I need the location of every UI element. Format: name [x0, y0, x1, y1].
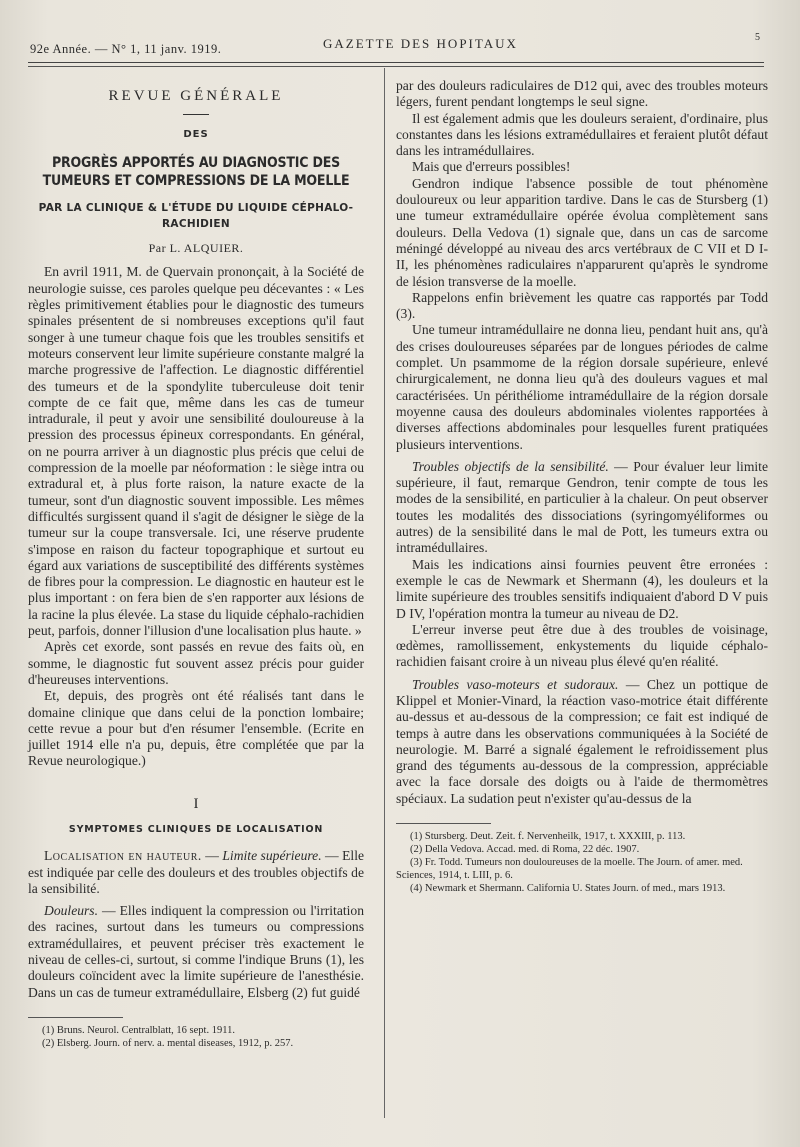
paragraph: En avril 1911, M. de Quervain prononçait, à la Société de neurologie suisse, ces paroles quelque peu décevantes : « Les règles primitivement établies pour le diagnostic des tumeurs spinales présentent de si nombreuses exceptions qu'il faut songer à une tumeur chaque fois que les troubles sensitifs et moteurs conservent leur limite supérieure constante malgré la marche progressive de l'affection. Le diagnostic différentiel des tumeurs et de la spondylite tuberculeuse doit tenir compte de ce fait que, même dans les cas de tumeur intradurale, il peut y avoir une sensibilité douloureuse à la pression des processus épineux correspondants. En général, on ne pourra arriver à un diagnostic plus précis que celui de compression de la moelle par néoformation : le siège intra ou extradural et, à plus forte raison, la nature exacte de la tumeur, sont d'un diagnostic souvent impossible. Les mêmes difficultés surgissent quand il s'agit de désigner le siège de la tumeur sur la coupe transversale. Ici, une réserve prudente s'impose en raison du facteur topographique et surtout eu égard aux variations de susceptibilité des différents systèmes de fibres pour la compression. Le diagnostic en hauteur est le plus important : on fera bien de s'en rapporter aux lésions de la racine la plus élevée. La stase du liquide céphalo-rachidien peut, parfois, donner l'illusion d'une localisation plus haute. »	[28, 264, 364, 639]
section-heading: REVUE GÉNÉRALE	[108, 88, 284, 104]
footnote: (3) Fr. Todd. Tumeurs non douloureuses de la moelle. The Journ. of amer. med. Sciences, 1914, t. LIII, p. 6.	[396, 857, 743, 882]
paragraph: Une tumeur intramédullaire ne donna lieu, pendant huit ans, qu'à des crises douloureuses séparées par de longues périodes de calme complet. Un psammome de la région dorsale supérieure, enlevé chirurgicalement, ne donna lieu qu'à des douleurs vagues et mal caractérisées. Un périthéliome intramédullaire de la région dorsale moyenne causa des douleurs abdominales violentes rapportées à diverses affections abdominales pour lesquelles furent pratiquées plusieurs interventions.	[396, 322, 768, 452]
paragraph-localisation: Localisation en hauteur. — Limite supérieure. — Elle est indiquée par celle des douleurs et des troubles objectifs de la sensibilité.	[28, 848, 365, 896]
footnote-rule	[28, 1017, 123, 1018]
title-prefix: DES	[183, 129, 209, 141]
paragraph: Après cet exorde, sont passés en revue des faits où, en somme, le diagnostic fut souvent assez précis pour guider d'heureuses interventions.	[28, 639, 364, 687]
paragraph-text: Elles indiquent la compression ou l'irritation des racines, surtout dans les tumeurs ou compressions extramédullaires, et peuvent préciser très exactement le niveau de celles-ci, surtout, si comme l'indique Bruns (1), les douleurs coïncident avec la limite supérieure de l'anesthésie. Dans un cas de tumeur extramédullaire, Elsberg (2) fut guidé	[28, 903, 365, 1000]
run-in-heading: Douleurs.	[44, 903, 98, 919]
footnote: (4) Newmark et Shermann. California U. States Journ. of med., mars 1913.	[410, 883, 726, 895]
run-in-subheading: Limite supérieure.	[222, 848, 322, 864]
paragraph: L'erreur inverse peut être due à des troubles de voisinage, œdèmes, ramollissement, enkystements du liquide céphalo-rachidien faisant croire à un niveau plus élevé qu'en réalité.	[396, 621, 768, 670]
paragraph-text: Chez un pottique de Klippel et Monier-Vinard, la réaction vaso-motrice était différente au-dessus et au-dessous de la compression; ce fait est indiqué de temps à autre dans les observations communiquées à la Société de neurologie. M. Barré a signalé également le refroidissement plus grand des téguments au-dessous de la compression, appréciable avec la face dorsale des doigts ou à l'aide de thermomètres spéciaux. La sudation peut n'exister qu'au-dessus de la	[396, 676, 769, 806]
issue-line: 92e Année. — N° 1, 11 janv. 1919.	[30, 42, 222, 56]
paragraph: Et, depuis, des progrès ont été réalisés tant dans le domaine clinique que dans celui de la ponction lombaire; cette revue a pour but d'en résumer l'ensemble. (Ecrite en juillet 1914 elle n'a pu, depuis, être complétée que par la Revue neurologique.)	[28, 688, 364, 769]
paragraph-text: Pour évaluer leur limite supérieure, il faut, remarque Gendron, tenir compte de tous les modes de la sensibilité, en particulier à la chaleur. On peut observer toutes les modalités des dissociations (syringomyéliformes ou autres) de la sensibilité dans le mal de Pott, les tumeurs extra ou intramédullaires.	[396, 458, 768, 556]
paragraph: Il est également admis que les douleurs seraient, d'ordinaire, plus constantes dans les lésions extramédullaires et feraient plutôt défaut dans les intramédullaires.	[396, 110, 768, 159]
journal-title: GAZETTE DES HOPITAUX	[323, 36, 518, 51]
paragraph: Rappelons enfin brièvement les quatre cas rapportés par Todd (3).	[396, 289, 768, 322]
article-title: PROGRÈS APPORTÉS AU DIAGNOSTIC DES TUMEURS ET COMPRESSIONS DE LA MOELLE	[42, 154, 350, 189]
run-in-heading: Troubles vaso-moteurs et sudoraux.	[412, 676, 619, 692]
paragraph: Gendron indique l'absence possible de tout phénomène douloureux ou leur apparition tardive. Dans le cas de Stursberg (1) une tumeur extramédullaire opérée évolua complètement sans douleurs. Della Vedova (1) signale que, dans un cas de sarcome méningé développé au niveau des arcs vertébraux de C VII et D I-II, les phénomènes radiculaires n'apparurent qu'après le syndrome de lésion transverse de la moelle.	[396, 175, 768, 289]
paragraph: par des douleurs radiculaires de D12 qui, avec des troubles moteurs légers, furent pendant longtemps le seul signe.	[396, 78, 768, 110]
footnote-rule	[396, 823, 491, 824]
run-in-heading: Troubles objectifs de la sensibilité.	[412, 458, 609, 474]
part-title: SYMPTOMES CLINIQUES DE LOCALISATION	[68, 823, 324, 835]
article-subtitle: PAR LA CLINIQUE & L'ÉTUDE DU LIQUIDE CÉPHALO-RACHIDIEN	[38, 201, 354, 230]
footnote: (2) Della Vedova. Accad. med. di Roma, 22 déc. 1907.	[410, 844, 640, 856]
left-column	[28, 78, 364, 1050]
paragraph-vasomoteurs: Troubles vaso-moteurs et sudoraux. — Chez un pottique de Klippel et Monier-Vinard, la réaction vaso-motrice était différente au-dessus et au-dessous de la compression; ce fait est indiqué de temps à autre dans les observations communiquées à la Société de neurologie. M. Barré a signalé également le refroidissement plus grand des téguments au-dessous de la compression, appréciable avec la face dorsale des doigts ou à l'aide de thermomètres spéciaux. La sudation peut n'exister qu'au-dessus de la	[396, 676, 769, 806]
column-divider	[384, 68, 385, 1118]
paragraph: Mais que d'erreurs possibles!	[412, 159, 571, 175]
header-rule-thin	[28, 66, 764, 67]
paragraph-douleurs: Douleurs. — Elles indiquent la compression ou l'irritation des racines, surtout dans les tumeurs ou compressions extramédullaires, et peuvent préciser très exactement le niveau de celles-ci, surtout, si comme l'indique Bruns (1), les douleurs coïncident avec la limite supérieure de l'anesthésie. Dans un cas de tumeur extramédullaire, Elsberg (2) fut guidé	[28, 903, 365, 1000]
paragraph: Mais les indications ainsi fournies peuvent être erronées : exemple le cas de Newmark et Shermann (4), les douleurs et la limite supérieure des troubles sensitifs indiquaient d'abord D V puis D IV, l'opération montra la tumeur au niveau de D2.	[396, 556, 768, 621]
run-in-heading: Localisation en hauteur.	[44, 848, 202, 864]
part-number: I	[193, 795, 199, 812]
header-rule-thick	[28, 62, 764, 63]
page-header	[28, 32, 760, 58]
footnote: (2) Elsberg. Journ. of nerv. a. mental diseases, 1912, p. 257.	[42, 1037, 294, 1049]
right-column	[396, 78, 768, 895]
footnote: (1) Bruns. Neurol. Centralblatt, 16 sept. 1911.	[42, 1024, 235, 1036]
page-number: 5	[755, 32, 760, 43]
heading-dash	[183, 114, 209, 115]
article-author: Par L. ALQUIER.	[148, 241, 244, 256]
footnote: (1) Stursberg. Deut. Zeit. f. Nervenheilk, 1917, t. XXXIII, p. 113.	[410, 831, 686, 843]
paragraph-text: Elle est indiquée par celle des douleurs et des troubles objectifs de la sensibilité.	[28, 848, 365, 896]
paragraph-sensibilite: Troubles objectifs de la sensibilité. — Pour évaluer leur limite supérieure, il faut, remarque Gendron, tenir compte de tous les modes de la sensibilité, en particulier à la chaleur. On peut observer toutes les modalités des dissociations (syringomyéliformes ou autres) de la sensibilité dans le mal de Pott, les tumeurs extra ou intramédullaires.	[396, 458, 768, 556]
